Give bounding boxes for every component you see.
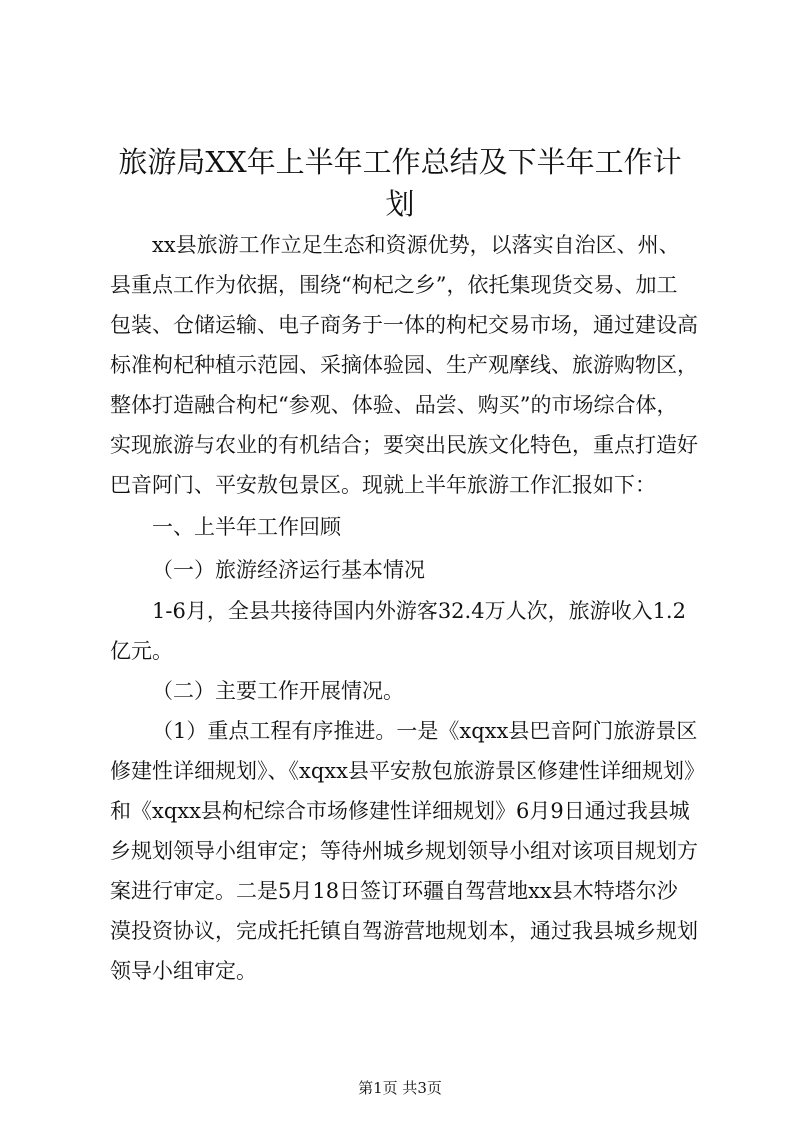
stats-line: 1-6月，全县共接待国内外游客32.4万人次，旅游收入1.2	[152, 599, 686, 623]
intro-line: 巴音阿门、平安敖包景区。现就上半年旅游工作汇报如下：	[110, 473, 656, 497]
subsection-1-heading: （一）旅游经济运行基本情况	[152, 558, 425, 582]
intro-line: 县重点工作为依据，围绕“枸杞之乡”，依托集现货交易、加工	[110, 273, 678, 297]
item-1-line: 乡规划领导小组审定；等待州城乡规划领导小组对该项目规划方	[110, 839, 698, 863]
item-1-line: （1）重点工程有序推进。一是《xqxx县巴音阿门旅游景区	[152, 719, 698, 743]
item-1-line: 漠投资协议，完成托托镇自驾游营地规划本，通过我县城乡规划	[110, 919, 698, 943]
intro-line: xx县旅游工作立足生态和资源优势，以落实自治区、州、	[152, 233, 680, 257]
page-number-footer: 第1页 共3页	[358, 1079, 442, 1097]
intro-line: 整体打造融合枸杞“参观、体验、品尝、购买”的市场综合体，	[110, 393, 678, 417]
document-title-line-2: 划	[385, 187, 415, 221]
intro-line: 标准枸杞种植示范园、采摘体验园、生产观摩线、旅游购物区，	[110, 353, 698, 377]
item-1-line: 修建性详细规划》、《xqxx县平安敖包旅游景区修建性详细规划》	[110, 759, 705, 783]
intro-line: 包装、仓储运输、电子商务于一体的枸杞交易市场，通过建设高	[110, 313, 698, 337]
intro-line: 实现旅游与农业的有机结合；要突出民族文化特色，重点打造好	[110, 433, 698, 457]
item-1-line: 案进行审定。二是5月18日签订环疆自驾营地xx县木特塔尔沙	[110, 879, 678, 903]
subsection-2-heading: （二）主要工作开展情况。	[152, 679, 404, 703]
item-1-line: 领导小组审定。	[110, 959, 257, 983]
stats-line: 亿元。	[110, 639, 173, 663]
item-1-line: 和《xqxx县枸杞综合市场修建性详细规划》6月9日通过我县城	[110, 799, 690, 823]
document-title-line-1: 旅游局XX年上半年工作总结及下半年工作计	[118, 145, 682, 179]
section-1-heading: 一、上半年工作回顾	[152, 515, 341, 539]
